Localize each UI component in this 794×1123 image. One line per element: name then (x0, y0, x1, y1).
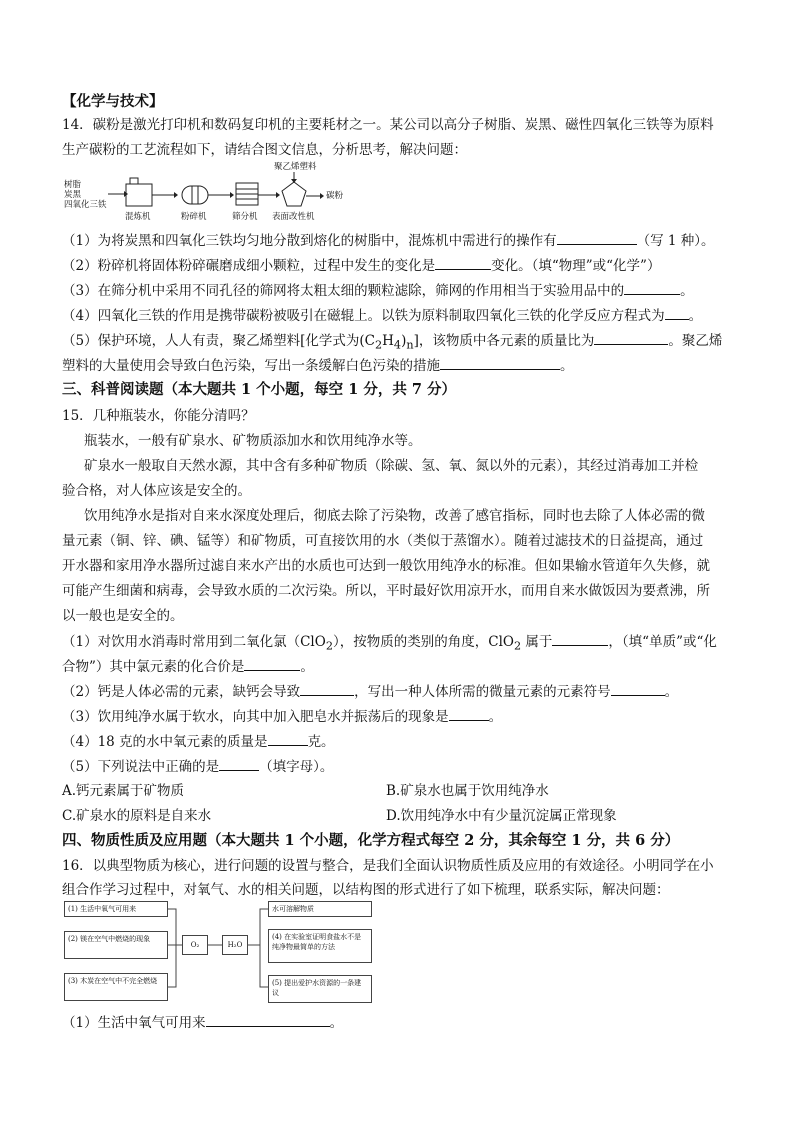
q14-part5: （5）保护环境，人人有责，聚乙烯塑料[化学式为$(C_2H_4)_n$]，该物质中各元素的质量比为 。聚乙烯 (62, 330, 722, 356)
q15-reading-p3-l1: 饮用纯净水是指对自来水深度处理后，彻底去除了污染物，改善了感官指标，同时也去除了人体必需的微 (84, 508, 705, 524)
diagram-node-h2o: H₂O (222, 935, 248, 955)
q16-stem-line1: 16．以典型物质为核心，进行问题的设置与整合，是我们全面认识物质性质及应用的有效途径。小明同学在小 (62, 858, 714, 874)
flow-input-iron-oxide: 四氧化三铁 (64, 200, 107, 210)
answer-blank[interactable] (449, 706, 489, 721)
q15-option-c[interactable]: C.矿泉水的原料是自来水 (62, 808, 212, 824)
diagram-box-charcoal-burning: (3) 木炭在空气中不完全燃烧 (64, 973, 168, 1001)
q15-stem: 15．几种瓶装水，你能分清吗？ (62, 408, 255, 424)
q15-reading-p2-l2: 验合格，对人体应该是安全的。 (62, 483, 251, 499)
flow-diagram-lines (64, 166, 364, 226)
answer-blank[interactable] (557, 230, 637, 245)
q15-reading-p3-l3: 开水器和家用净水器所过滤自来水产出的水质也可达到一般饮用纯净水的标准。但如果输水管道年久失修，就 (62, 558, 710, 574)
q14-part3: （3）在筛分机中采用不同孔径的筛网将太粗太细的颗粒滤除，筛网的作用相当于实验用品中的 。 (62, 280, 694, 301)
q15-part3: （3）饮用纯净水属于软水，向其中加入肥皂水并振荡后的现象是 。 (62, 706, 502, 727)
answer-blank[interactable] (440, 355, 560, 370)
q16-structure-diagram (64, 901, 390, 1005)
q14-part5-line2: 塑料的大量使用会导致白色污染，写出一条缓解白色污染的措施 。 (62, 355, 574, 376)
answer-blank[interactable] (435, 255, 491, 270)
q15-part1-line2: 合物”）其中氯元素的化合价是 。 (62, 656, 314, 677)
q14-part4: （4）四氧化三铁的作用是携带碳粉被吸引在磁辊上。以铁为原料制取四氧化三铁的化学反应方程式为 。 (62, 305, 702, 326)
flow-output-toner: 碳粉 (326, 191, 344, 201)
diagram-box-saltwater-test: (4) 在实验室证明食盐水不是纯净物最简单的方法 (268, 929, 372, 963)
answer-blank[interactable] (552, 631, 608, 646)
flow-input-carbon-black: 炭黑 (64, 190, 82, 200)
section4-heading: 四、物质性质及应用题（本大题共 1 个小题，化学方程式每空 2 分，其余每空 1 分，共 6 分） (62, 832, 680, 849)
q14-process-flow-diagram (64, 162, 364, 226)
q15-part2: （2）钙是人体必需的元素，缺钙会导致 ，写出一种人体所需的微量元素的元素符号 。 (62, 681, 678, 702)
answer-blank[interactable] (594, 330, 668, 345)
q15-reading-p3-l2: 量元素（铜、锌、碘、锰等）和矿物质，可直接饮用的水（类似于蒸馏水）。随着过滤技术的日益提高，通过 (62, 533, 704, 549)
q16-part1: （1）生活中氧气可用来 。 (62, 1012, 343, 1033)
section-tag: 【化学与技术】 (62, 93, 164, 110)
answer-blank[interactable] (219, 756, 259, 771)
diagram-box-water-protection: (5) 提出爱护水资源的一条建议 (268, 975, 372, 1003)
flow-input-resin: 树脂 (64, 180, 82, 190)
answer-blank[interactable] (206, 1012, 330, 1027)
diagram-node-o2: O₂ (182, 935, 208, 955)
diagram-box-magnesium-burning: (2) 镁在空气中燃烧的现象 (64, 931, 168, 959)
flow-input-polyethylene: 聚乙烯塑料 (274, 162, 317, 172)
q15-reading-p3-l4: 可能产生细菌和病毒，会导致水质的二次污染。所以，平时最好饮用凉开水，而用自来水做饭因为要煮沸，所 (62, 583, 710, 599)
q15-reading-p1: 瓶装水，一般有矿泉水、矿物质添加水和饮用纯净水等。 (84, 433, 422, 449)
q15-reading-p2-l1: 矿泉水一般取自天然水源，其中含有多种矿物质（除碳、氢、氧、氮以外的元素），其经过消毒加工并检 (84, 458, 699, 474)
q14-stem-line2: 生产碳粉的工艺流程如下，请结合图文信息，分析思考，解决问题： (62, 142, 467, 158)
q16-stem-line2: 组合作学习过程中，对氧气、水的相关问题，以结构图的形式进行了如下梳理，联系实际，解决问题： (62, 882, 670, 898)
diagram-box-water-dissolves: 水可溶解物质 (268, 901, 372, 917)
answer-blank[interactable] (665, 305, 689, 320)
flow-label-sieve: 筛分机 (232, 212, 258, 222)
answer-blank[interactable] (300, 681, 354, 696)
q14-stem-line1: 14．碳粉是激光打印机和数码复印机的主要耗材之一。某公司以高分子树脂、炭黑、磁性四氧化三铁等为原料 (62, 117, 714, 133)
q15-option-b[interactable]: B.矿泉水也属于饮用纯净水 (386, 783, 549, 799)
answer-blank[interactable] (268, 731, 308, 746)
q15-reading-p3-l5: 以一般也是安全的。 (62, 608, 184, 624)
section3-heading: 三、科普阅读题（本大题共 1 个小题，每空 1 分，共 7 分） (62, 381, 457, 398)
answer-blank[interactable] (624, 280, 680, 295)
flow-label-mixer: 混炼机 (125, 212, 151, 222)
diagram-box-oxygen-use: (1) 生活中氧气可用来 (64, 901, 168, 917)
q15-part1: （1）对饮用水消毒时常用到二氧化氯（ClO$_2$），按物质的类别的角度，ClO$_2$ 属于 ，（填“单质”或“化 (62, 631, 717, 657)
q15-option-d[interactable]: D.饮用纯净水中有少量沉淀属正常现象 (386, 808, 617, 824)
flow-label-modifier: 表面改性机 (272, 212, 315, 222)
q14-part1: （1）为将炭黑和四氧化三铁均匀地分散到熔化的树脂中，混炼机中需进行的操作有 （写 1 种）。 (62, 230, 715, 251)
q15-part5: （5）下列说法中正确的是 （填字母）。 (62, 756, 333, 777)
q15-part4: （4）18 克的水中氧元素的质量是 克。 (62, 731, 335, 752)
q15-option-a[interactable]: A.钙元素属于矿物质 (62, 783, 185, 799)
flow-label-crusher: 粉碎机 (181, 212, 207, 222)
answer-blank[interactable] (611, 681, 665, 696)
answer-blank[interactable] (244, 656, 300, 671)
q14-part2: （2）粉碎机将固体粉碎碾磨成细小颗粒，过程中发生的变化是 变化。（填“物理”或“化学”） (62, 255, 660, 276)
